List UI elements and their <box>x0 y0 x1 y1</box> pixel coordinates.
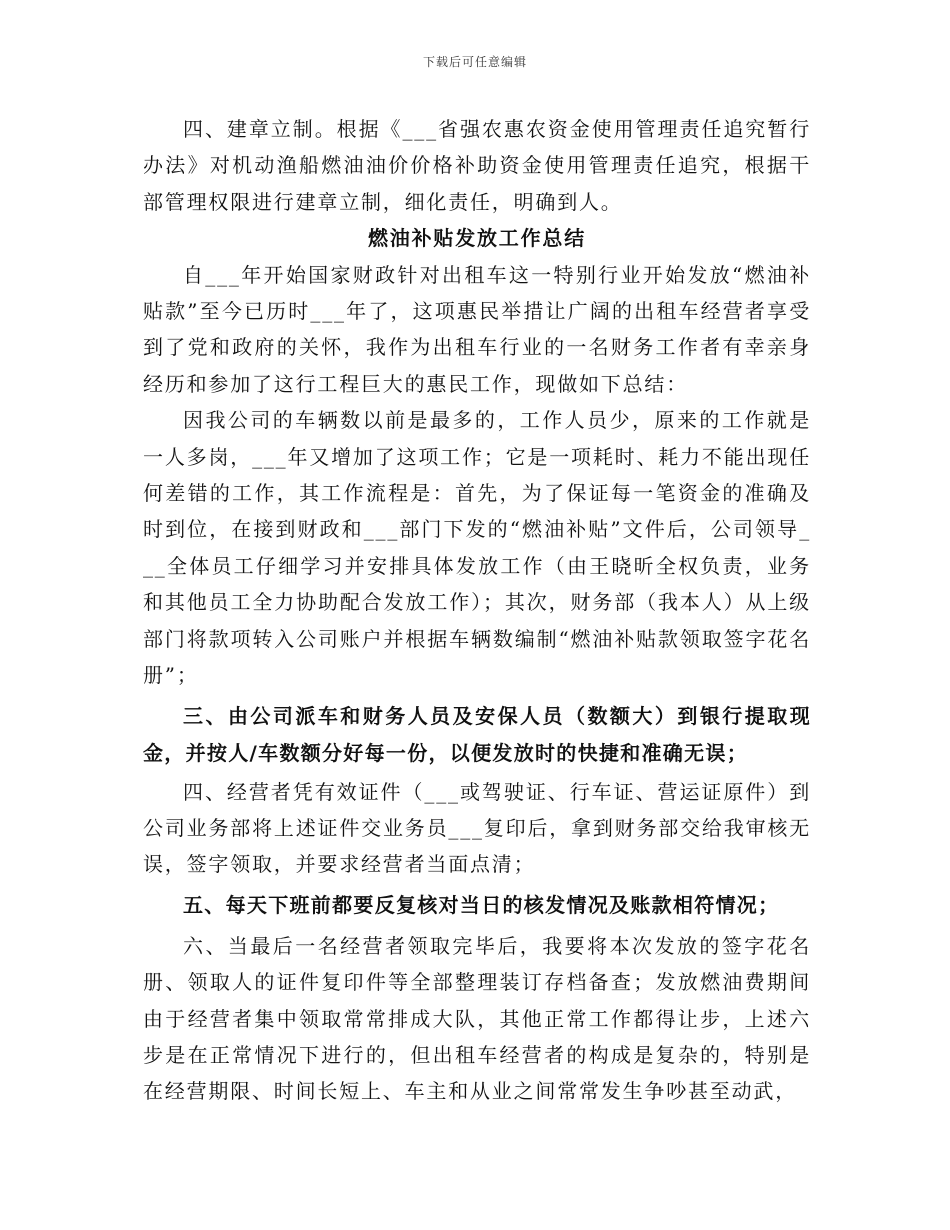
paragraph-establish-rules: 四、建章立制。根据《___省强农惠农资金使用管理责任追究暂行办法》对机动渔船燃油油价价格补助资金使用管理责任追究，根据干部管理权限进行建章立制，细化责任，明确到人。 <box>143 117 811 214</box>
paragraph-intro: 自___年开始国家财政针对出租车这一特别行业开始发放“燃油补贴款”至今已历时___年了，这项惠民举措让广阔的出租车经营者享受到了党和政府的关怀，我作为出租车行业的一名财务工作者有幸亲身经历和参加了这行工程巨大的惠民工作，现做如下总结： <box>143 262 811 396</box>
paragraph-step-five: 五、每天下班前都要反复核对当日的核发情况及账款相符情况； <box>183 892 780 917</box>
paragraph-step-four: 四、经营者凭有效证件（___或驾驶证、行车证、营运证原件）到公司业务部将上述证件交业务员___复印后，拿到财务部交给我审核无误，签字领取，并要求经营者当面点清； <box>143 779 811 877</box>
paragraph-workflow: 因我公司的车辆数以前是最多的，工作人员少，原来的工作就是一人多岗，___年又增加了这项工作；它是一项耗时、耗力不能出现任何差错的工作，其工作流程是：首先，为了保证每一笔资金的准确及时到位，在接到财政和___部门下发的“燃油补贴”文件后，公司领导___全体员工仔细学习并安排具体发放工作（由王晓昕全权负责，业务和其他员工全力协助配合发放工作）；其次，财务部（我本人）从上级部门将款项转入公司账户并根据车辆数编制“燃油补贴款领取签字花名册”； <box>143 408 811 688</box>
page-header: 下载后可任意编辑 <box>422 55 527 69</box>
paragraph-step-six: 六、当最后一名经营者领取完毕后，我要将本次发放的签字花名册、领取人的证件复印件等全部整理装订存档备查；发放燃油费期间由于经营者集中领取常常排成大队，其他正常工作都得让步，上述六步是在正常情况下进行的，但出租车经营者的构成是复杂的，特别是在经营期限、时间长短上、车主和从业之间常常发生争吵甚至动武， <box>143 933 811 1104</box>
paragraph-step-three: 三、由公司派车和财务人员及安保人员（数额大）到银行提取现金，并按人/车数额分好每一份，以便发放时的快捷和准确无误； <box>143 703 811 765</box>
document-title: 燃油补贴发放工作总结 <box>368 226 586 251</box>
document-body <box>143 111 811 1110</box>
